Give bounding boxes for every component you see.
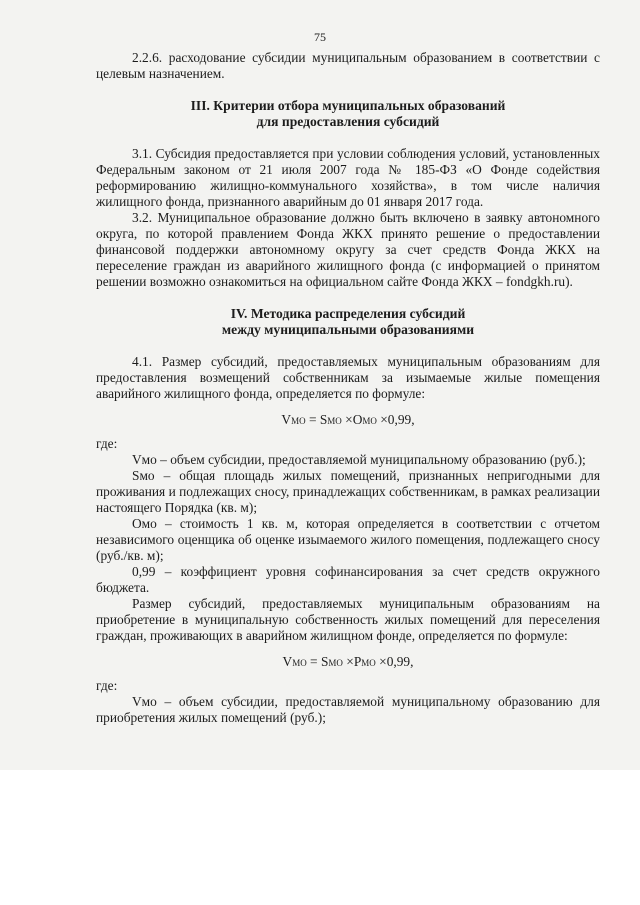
section-4-title-line2: между муниципальными образованиями (221, 322, 475, 337)
document-body (96, 50, 600, 726)
page-number: 75 (314, 30, 326, 44)
section-3-title-line2: для предоставления субсидий (256, 114, 440, 129)
definition-s: Sмо – общая площадь жилых помещений, признанных непригодными для проживания и подлежащих сносу, принадлежащих собственникам, в рамках реализации настоящего Порядка (кв. м); (96, 468, 600, 515)
paragraph-3-1: 3.1. Субсидия предоставляется при условии соблюдения условий, установленных Федеральным законом от 21 июля 2007 года № 185-ФЗ «О Фонде содействия реформированию жилищно-коммунального хозяйства», в том числе наличия жилищного фонда, признанного аварийным до 01 января 2017 года. (96, 146, 600, 209)
paragraph-2-2-6: 2.2.6. расходование субсидии муниципальным образованием в соответствии с целевым назначением. (96, 50, 600, 81)
where-label-2: где: (96, 678, 118, 693)
paragraph-3-2: 3.2. Муниципальное образование должно быть включено в заявку автономного округа, по которой правлением Фонда ЖКХ принято решение о предоставлении финансовой поддержки автономному округу за счет средств Фонда ЖКХ на переселение граждан из аварийного жилищного фонда (с информацией о принятом решении возможно ознакомиться на официальном сайте Фонда ЖКХ – fondgkh.ru). (96, 210, 600, 289)
section-3-title (96, 98, 600, 130)
paragraph-acquisition: Размер субсидий, предоставляемых муниципальным образованиям на приобретение в муниципальную собственность жилых помещений для переселения граждан, проживающих в аварийном жилищном фонде, определяется по формуле: (96, 596, 600, 643)
formula-acquisition: VМО = SМО ×PМО ×0,99, (282, 654, 414, 669)
definition-o: Омо – стоимость 1 кв. м, которая определяется в соответствии с отчетом независимого оценщика об оценке изымаемого жилого помещения, подлежащего сносу (руб./кв. м); (96, 516, 600, 563)
definition-coefficient: 0,99 – коэффициент уровня софинансирования за счет средств окружного бюджета. (96, 564, 600, 595)
formula-compensation: VМО = SМО ×OМО ×0,99, (281, 412, 415, 427)
section-3-title-line1: III. Критерии отбора муниципальных образований (190, 98, 506, 113)
section-4-title-line1: IV. Методика распределения субсидий (230, 306, 466, 321)
paragraph-4-1: 4.1. Размер субсидий, предоставляемых муниципальным образованиям для предоставления возмещений собственникам за изымаемые жилые помещения аварийного жилищного фонда, определяется по формуле: (96, 354, 600, 401)
definition-v-2: Vмо – объем субсидии, предоставляемой муниципальному образованию для приобретения жилых помещений (руб.); (96, 694, 600, 725)
where-label-1: где: (96, 436, 118, 451)
definition-v-1: Vмо – объем субсидии, предоставляемой муниципальному образованию (руб.); (132, 452, 586, 467)
section-4-title (96, 306, 600, 338)
